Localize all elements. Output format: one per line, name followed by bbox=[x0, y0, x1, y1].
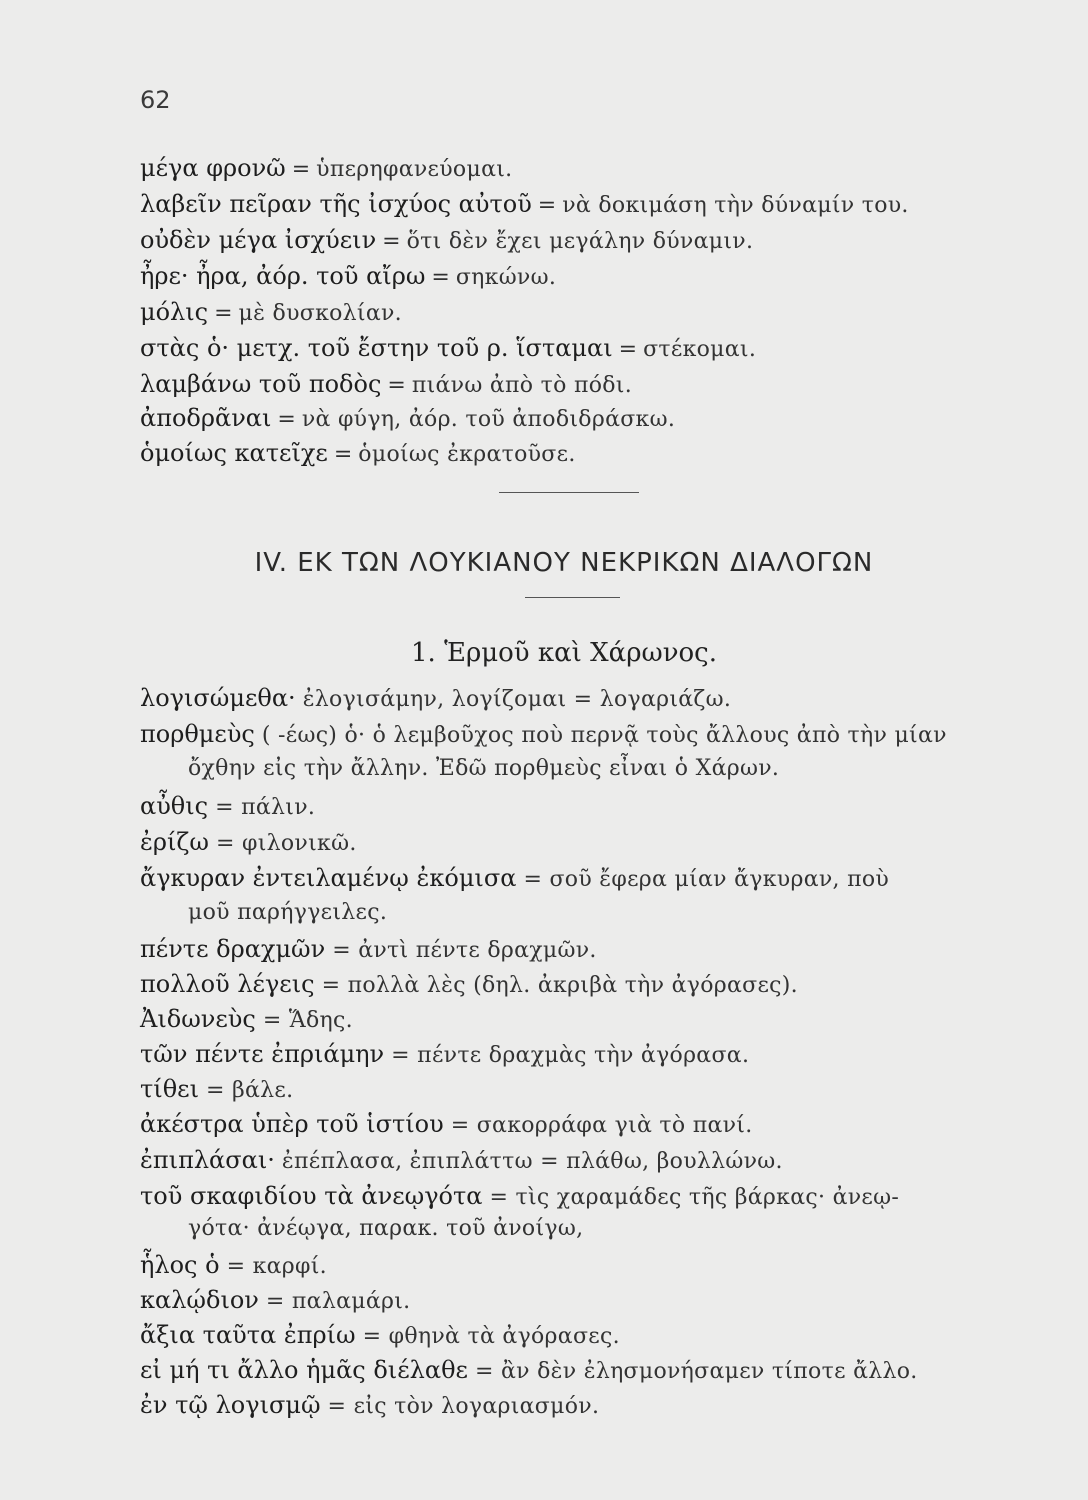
glossary-entry bbox=[140, 441, 1018, 466]
glossary-definition: = πέντε δραχμὰς τὴν ἀγόρασα. bbox=[391, 1043, 750, 1068]
glossary-entry bbox=[140, 972, 1018, 997]
glossary-term: μέγα φρονῶ bbox=[140, 154, 286, 182]
glossary-definition: = ἂν δὲν ἐλησμονήσαμεν τίποτε ἄλλο. bbox=[474, 1359, 918, 1384]
dialogue-title: 1. Ἑρμοῦ καὶ Χάρωνος. bbox=[411, 638, 717, 668]
glossary-continuation bbox=[188, 1218, 1018, 1240]
glossary-definition: μοῦ παρήγγειλες. bbox=[188, 900, 388, 925]
glossary-definition: νὰ δοκιμάση τὴν δύναμίν του. bbox=[562, 193, 909, 218]
equals-sign: = bbox=[382, 229, 401, 254]
glossary-term: τῶν πέντε ἐπριάμην bbox=[140, 1040, 385, 1068]
glossary-definition: = τὶς χαραμάδες τῆς βάρκας· ἀνεῳ- bbox=[489, 1185, 900, 1210]
glossary-term: Ἀιδωνεὺς bbox=[140, 1005, 256, 1033]
glossary-term: ἀποδρᾶναι bbox=[140, 404, 272, 432]
glossary-entry bbox=[140, 830, 1018, 855]
glossary-continuation bbox=[188, 758, 1018, 780]
equals-sign: = bbox=[277, 407, 296, 432]
glossary-entry bbox=[140, 336, 1018, 361]
page-number: 62 bbox=[140, 86, 171, 114]
glossary-entry bbox=[140, 228, 1018, 253]
glossary-term: λαμβάνω τοῦ ποδὸς bbox=[140, 370, 382, 398]
glossary-term: αὖθις bbox=[140, 792, 209, 820]
glossary-term: ὁμοίως κατεῖχε bbox=[140, 439, 328, 467]
glossary-entry bbox=[140, 264, 1018, 289]
glossary-entry bbox=[140, 1007, 1018, 1032]
glossary-definition: = εἰς τὸν λογαριασμόν. bbox=[327, 1394, 600, 1419]
glossary-definition: ὁμοίως ἐκρατοῦσε. bbox=[358, 442, 576, 467]
glossary-definition: στέκομαι. bbox=[643, 337, 757, 362]
glossary-term: ἐπιπλάσαι· bbox=[140, 1146, 275, 1174]
glossary-definition: = φθηνὰ τὰ ἀγόρασες. bbox=[362, 1324, 620, 1349]
glossary-definition: = πάλιν. bbox=[215, 795, 316, 820]
glossary-term: στὰς ὁ· μετχ. τοῦ ἔστην τοῦ ρ. ἵσταμαι bbox=[140, 334, 613, 362]
glossary-term: πολλοῦ λέγεις bbox=[140, 970, 315, 998]
glossary-term: ἄγκυραν ἐντειλαμένῳ ἐκόμισα bbox=[140, 864, 517, 892]
glossary-term: ἐν τῷ λογισμῷ bbox=[140, 1391, 321, 1419]
glossary-definition: = πολλὰ λὲς (δηλ. ἀκριβὰ τὴν ἀγόρασες). bbox=[321, 973, 798, 998]
glossary-definition: ὅτι δὲν ἔχει μεγάλην δύναμιν. bbox=[406, 229, 754, 254]
glossary-entry bbox=[140, 1112, 1018, 1137]
glossary-entry bbox=[140, 1358, 1018, 1383]
glossary-entry bbox=[140, 1323, 1018, 1348]
glossary-term: ἄξια ταῦτα ἐπρίω bbox=[140, 1321, 356, 1349]
glossary-term: πορθμεὺς bbox=[140, 720, 255, 748]
glossary-definition: σηκώνω. bbox=[455, 265, 557, 290]
glossary-entry bbox=[140, 1077, 1018, 1102]
glossary-definition: γότα· ἀνέῳγα, παρακ. τοῦ ἀνοίγω, bbox=[188, 1216, 584, 1241]
glossary-definition: = παλαμάρι. bbox=[265, 1289, 411, 1314]
glossary-term: οὐδὲν μέγα ἰσχύειν bbox=[140, 226, 377, 254]
glossary-definition: ὑπερηφανεύομαι. bbox=[316, 157, 513, 182]
glossary-term: ἧλος ὁ bbox=[140, 1251, 220, 1279]
glossary-term: λογισώμεθα· bbox=[140, 684, 296, 712]
heading-divider bbox=[525, 597, 620, 598]
glossary-entry bbox=[140, 722, 1018, 747]
glossary-definition: = βάλε. bbox=[205, 1078, 294, 1103]
glossary-definition: νὰ φύγη, ἀόρ. τοῦ ἀποδιδράσκω. bbox=[301, 407, 676, 432]
section-heading: IV. ΕΚ ΤΩΝ ΛΟΥΚΙΑΝΟΥ ΝΕΚΡΙΚΩΝ ΔΙΑΛΟΓΩΝ bbox=[254, 548, 874, 578]
glossary-term: λαβεῖν πεῖραν τῆς ἰσχύος αὐτοῦ bbox=[140, 190, 532, 218]
glossary-term: μόλις bbox=[140, 298, 209, 326]
glossary-entry bbox=[140, 1393, 1018, 1418]
glossary-definition: = σοῦ ἔφερα μίαν ἄγκυραν, ποὺ bbox=[523, 867, 890, 892]
glossary-entry bbox=[140, 1288, 1018, 1313]
glossary-definition: = ἀντὶ πέντε δραχμῶν. bbox=[332, 938, 597, 963]
glossary-term: ἦρε· ἦρα, ἀόρ. τοῦ αἴρω bbox=[140, 262, 426, 290]
glossary-term: ἀκέστρα ὑπὲρ τοῦ ἱστίου bbox=[140, 1110, 444, 1138]
glossary-definition: ἐλογισάμην, λογίζομαι = λογαριάζω. bbox=[302, 687, 732, 712]
glossary-definition: ὄχθην εἰς τὴν ἄλλην. Ἐδῶ πορθμεὺς εἶναι ὁ Χάρων. bbox=[188, 756, 780, 781]
glossary-definition: = φιλονικῶ. bbox=[215, 831, 357, 856]
glossary-entry bbox=[140, 192, 1018, 217]
equals-sign: = bbox=[537, 193, 557, 218]
glossary-term: τίθει bbox=[140, 1075, 199, 1103]
glossary-term: τοῦ σκαφιδίου τὰ ἀνεῳγότα bbox=[140, 1182, 483, 1210]
equals-sign: = bbox=[214, 301, 233, 326]
equals-sign: = bbox=[431, 265, 450, 290]
glossary-entry bbox=[140, 156, 1018, 181]
glossary-entry bbox=[140, 406, 1018, 431]
glossary-definition: = καρφί. bbox=[226, 1254, 327, 1279]
equals-sign: = bbox=[291, 157, 311, 182]
glossary-definition: μὲ δυσκολίαν. bbox=[238, 301, 402, 326]
glossary-term: ἐρίζω bbox=[140, 828, 209, 856]
equals-sign: = bbox=[387, 373, 406, 398]
glossary-entry bbox=[140, 794, 1018, 819]
glossary-entry bbox=[140, 686, 1018, 711]
glossary-entry bbox=[140, 866, 1018, 891]
glossary-definition: ( -έως) ὁ· ὁ λεμβοῦχος ποὺ περνᾷ τοὺς ἄλλους ἀπὸ τὴν μίαν bbox=[261, 723, 947, 748]
glossary-definition: = Ἅδης. bbox=[262, 1008, 353, 1033]
equals-sign: = bbox=[618, 337, 638, 362]
glossary-term: πέντε δραχμῶν bbox=[140, 935, 326, 963]
glossary-entry bbox=[140, 1184, 1018, 1209]
glossary-entry bbox=[140, 1042, 1018, 1067]
glossary-continuation bbox=[188, 902, 1018, 924]
glossary-term: καλῴδιον bbox=[140, 1286, 259, 1314]
glossary-definition: = σακορράφα γιὰ τὸ πανί. bbox=[450, 1113, 753, 1138]
glossary-definition: πιάνω ἀπὸ τὸ πόδι. bbox=[411, 373, 633, 398]
glossary-entry bbox=[140, 1253, 1018, 1278]
equals-sign: = bbox=[333, 442, 353, 467]
glossary-definition: ἐπέπλασα, ἐπιπλάττω = πλάθω, βουλλώνω. bbox=[281, 1149, 783, 1174]
glossary-entry bbox=[140, 1148, 1018, 1173]
glossary-entry bbox=[140, 300, 1018, 325]
glossary-term: εἰ μή τι ἄλλο ἡμᾶς διέλαθε bbox=[140, 1356, 468, 1384]
glossary-entry bbox=[140, 372, 1018, 397]
section-divider bbox=[499, 492, 639, 493]
glossary-entry bbox=[140, 937, 1018, 962]
